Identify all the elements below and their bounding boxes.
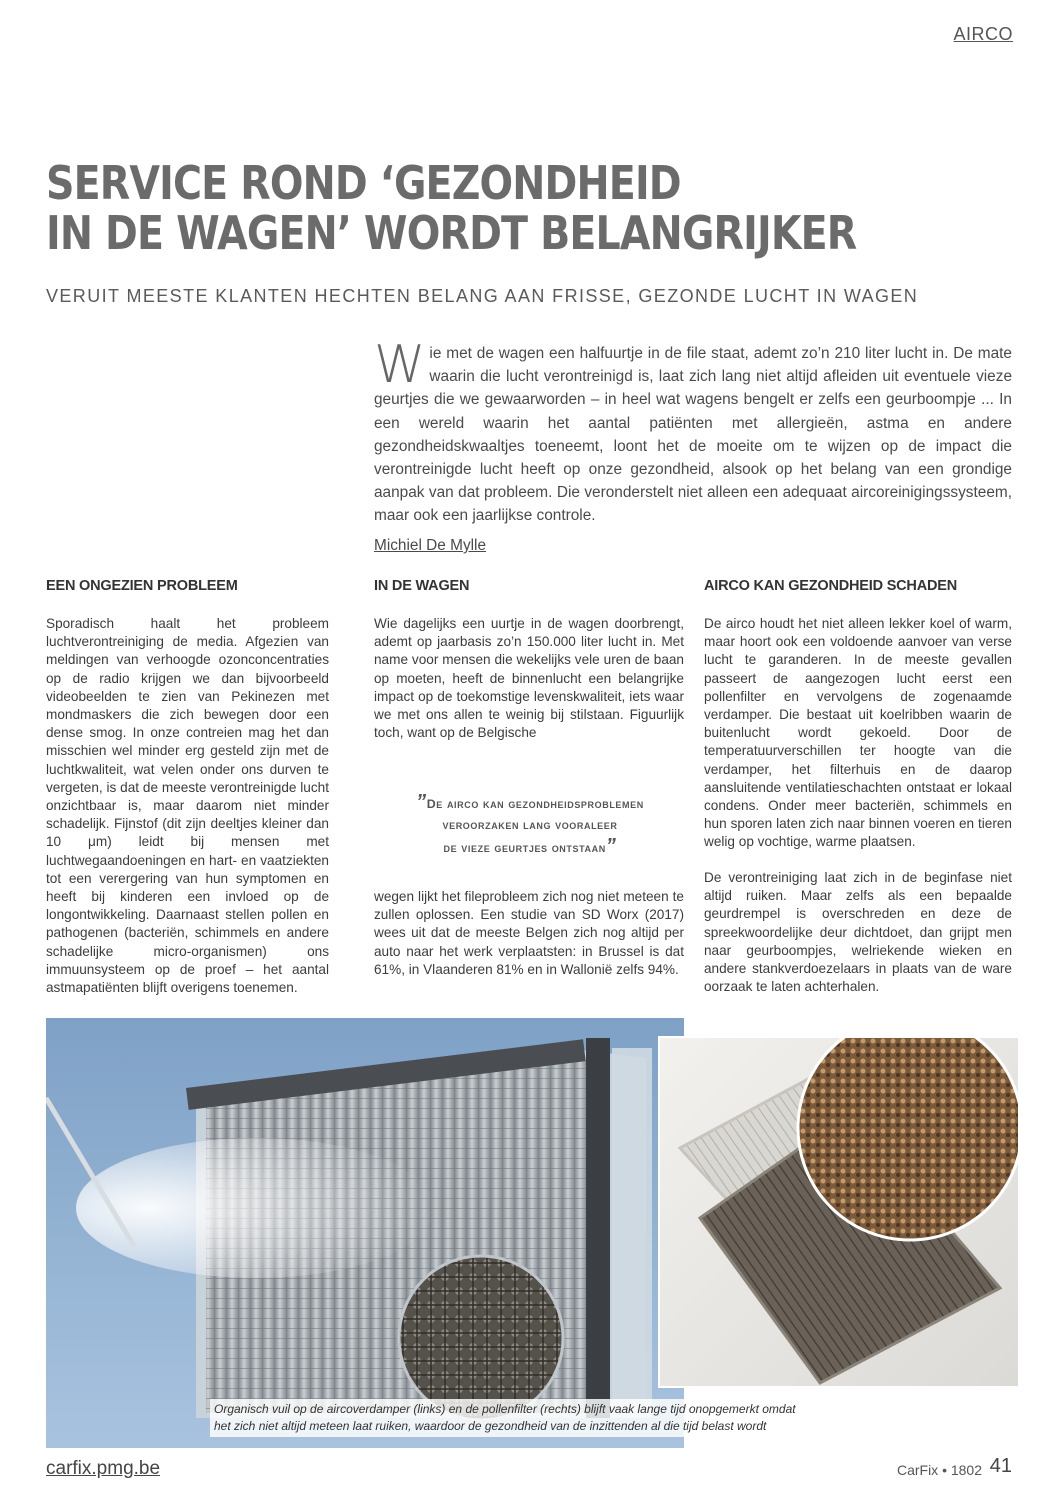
- intro-paragraph: [374, 335, 1012, 528]
- headline: [46, 158, 872, 258]
- pullquote-line-2: veroorzaken lang vooraleer: [442, 818, 618, 832]
- pullquote-line-3: de vieze geurtjes ontstaan”: [443, 835, 617, 857]
- column-1-text: Sporadisch haalt het probleem luchtverontreiniging de media. Afgezien van meldingen van verhoogde ozonconcentraties op de radio krijgen we dan bijvoorbeeld videobeelden te zien van Pekinezen met mondmaskers die zich bewegen door een dense smog. In onze contreien mag het dan misschien wel minder erg gesteld zijn met de luchtkwaliteit, wat velen onder ons durven te vergeten, is dat de meeste verontreinigde lucht onzichtbaar is, maar daarom niet minder schadelijk. Fijnstof (dit zijn deeltjes kleiner dan 10 μm) leidt bij mensen met luchtwegaandoeningen en hart- en vaatziekten tot een verergering van hun symptomen en heeft bij kinderen een invloed op de longontwikkeling. Daarnaast stellen pollen en pathogenen (bacteriën, schimmels en andere schadelijke micro-organismen) ons immuunsysteem op de proef – het aantal astmapatiënten blijft overigens toenemen.: [46, 616, 329, 996]
- headline-line-1: SERVICE ROND ‘GEZONDHEID: [46, 156, 681, 210]
- dropcap: W: [374, 335, 426, 395]
- magazine-issue: CarFix • 1802: [896, 1462, 982, 1478]
- photo-caption: [210, 1399, 838, 1437]
- intro-text: ie met de wagen een halfuurtje in de file staat, ademt zo’n 210 liter lucht in. De mate waarin die lucht verontreinigd is, laat zich lang niet altijd afleiden uit eventuele vieze geurtjes die we gewaarworden – in heel wat wagens bengelt er zelfs een geurboompje ... In een wereld waarin het aantal patiënten met allergieën, astma en andere gezondheidskwaaltjes toeneemt, loont het de moeite om te wijzen op de impact die verontreinigde lucht heeft op onze gezondheid, alsook op het belang van een grondige aanpak van dat probleem. Die veronderstelt niet alleen een adequaat aircoreinigingssysteem, maar ook een jaarlijkse controle.: [374, 345, 1012, 525]
- caption-line-1: Organisch vuil op de aircoverdamper (links) en de pollenfilter (rechts) blijft vaak lange tijd onopgemerkt omdat: [214, 1402, 796, 1416]
- column-3-title: AIRCO KAN GEZONDHEID SCHADEN: [704, 578, 957, 594]
- open-quote-icon: ”: [416, 791, 427, 813]
- subheadline: VERUIT MEESTE KLANTEN HECHTEN BELANG AAN FRISSE, GEZONDE LUCHT IN WAGEN: [46, 286, 919, 306]
- evaporator-photo: [46, 1018, 684, 1448]
- page-number: 41: [989, 1455, 1012, 1477]
- column-1-title: EEN ONGEZIEN PROBLEEM: [46, 578, 238, 594]
- column-2-title: IN DE WAGEN: [374, 578, 470, 594]
- pullquote-line-1: ”De airco kan gezondheidsproblemen: [416, 791, 644, 813]
- column-3-text-2: De verontreiniging laat zich in de beginfase niet altijd ruiken. Maar zelfs als een bepaalde geurdrempel is overschreden en deze de spreekwoordelijke deur dichtdoet, dan grijpt men naar geurboompjes, welriekende wieken en andere stankverdoezelaars in plaats van de ware oorzaak te laten achterhalen.: [704, 870, 1012, 995]
- website-link[interactable]: carfix.pmg.be: [46, 1458, 161, 1479]
- section-tag: AIRCO: [953, 24, 1013, 44]
- pollen-filter-photo: [660, 1038, 1018, 1386]
- pullquote: [374, 792, 686, 859]
- headline-line-2: IN DE WAGEN’ WORDT BELANGRIJKER: [46, 206, 857, 260]
- column-2-text: Wie dagelijks een uurtje in de wagen doorbrengt, ademt op jaarbasis zo’n 150.000 liter lucht in. Met name voor mensen die wekelijks vele uren de baan op moeten, heeft de binnenlucht een belangrijke impact op de toekomstige levenskwaliteit, iets waar we met ons allen te weinig bij stilstaan. Figuurlijk toch, want op de Belgische: [374, 616, 684, 741]
- pollen-filter-illustration: [660, 1038, 1018, 1386]
- author-link[interactable]: Michiel De Mylle: [374, 537, 487, 554]
- evaporator-illustration: [46, 1018, 684, 1448]
- close-quote-icon: ”: [605, 835, 617, 857]
- caption-line-2: het zich niet altijd meteen laat ruiken, waardoor de gezondheid van de inzittenden al die tijd belast wordt: [214, 1419, 767, 1433]
- column-2-text-continued: wegen lijkt het fileprobleem zich nog niet meteen te zullen oplossen. Een studie van SD Worx (2017) wees uit dat de meeste Belgen zich nog altijd per auto naar het werk verplaatsten: in Brussel is dat 61%, in Vlaanderen 81% en in Wallonië zelfs 94%.: [374, 889, 684, 977]
- column-3-text: De airco houdt het niet alleen lekker koel of warm, maar hoort ook een voldoende aanvoer van verse lucht te garanderen. In de meeste gevallen passeert de aangezogen lucht eerst een pollenfilter en vervolgens de zogenaamde verdamper. Die bestaat uit koelribben waarin de buitenlucht wordt gekoeld. Door de temperatuurverschillen ter hoogte van die verdamper, het filterhuis en de daarop aansluitende ventilatieschachten ontstaat er lokaal condens. Onder meer bacteriën, schimmels en hun sporen laten zich naar binnen voeren en tieren welig op vochtige, warme plaatsen.: [704, 616, 1012, 850]
